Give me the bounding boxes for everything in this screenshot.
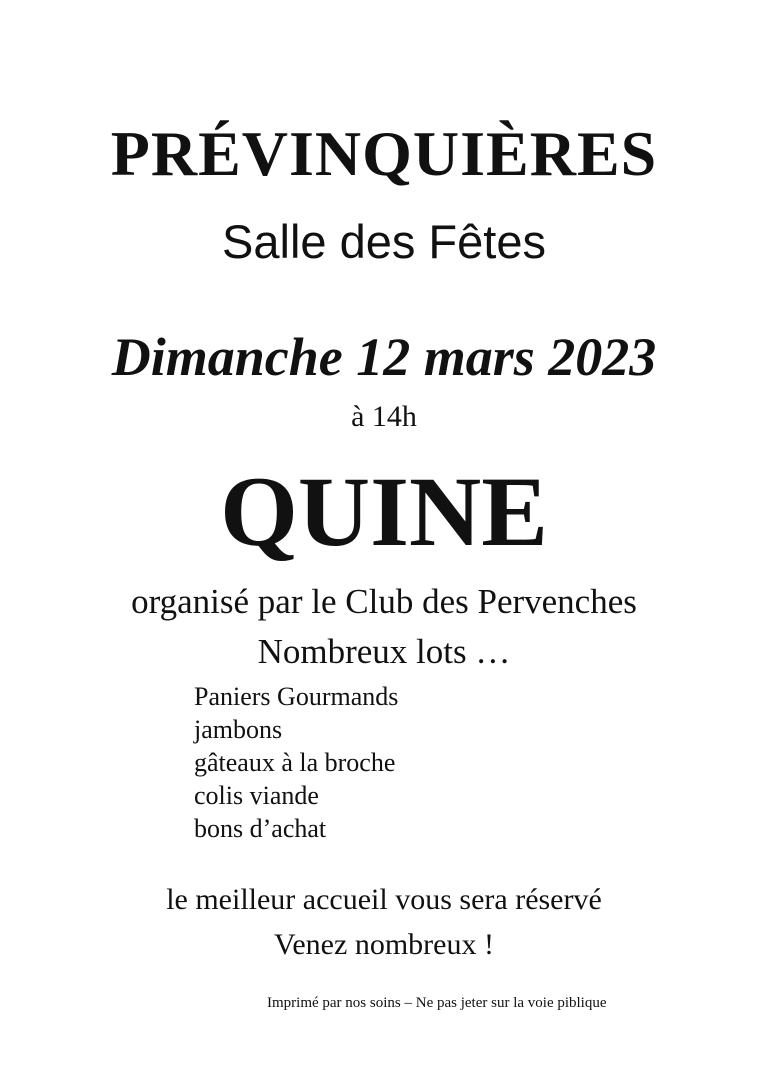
- town-heading: PRÉVINQUIÈRES: [110, 118, 658, 189]
- event-date: Dimanche 12 mars 2023: [111, 327, 657, 387]
- event-title: QUINE: [220, 456, 548, 567]
- event-time: à 14h: [351, 400, 417, 433]
- lots-intro: Nombreux lots …: [257, 632, 511, 671]
- invitation-line: Venez nombreux !: [274, 928, 494, 961]
- prize-item: colis viande: [194, 781, 319, 810]
- printer-footer: Imprimé par nos soins – Ne pas jeter sur la voie piblique: [267, 995, 607, 1011]
- prize-item: bons d’achat: [194, 814, 327, 843]
- prize-item: jambons: [194, 715, 283, 744]
- prize-list: [194, 680, 398, 845]
- prize-item: Paniers Gourmands: [194, 682, 399, 711]
- organizer-line: organisé par le Club des Pervenches: [131, 582, 637, 621]
- venue-subtitle: Salle des Fêtes: [222, 215, 546, 268]
- prize-item: gâteaux à la broche: [194, 748, 396, 777]
- welcome-line: le meilleur accueil vous sera réservé: [166, 883, 602, 916]
